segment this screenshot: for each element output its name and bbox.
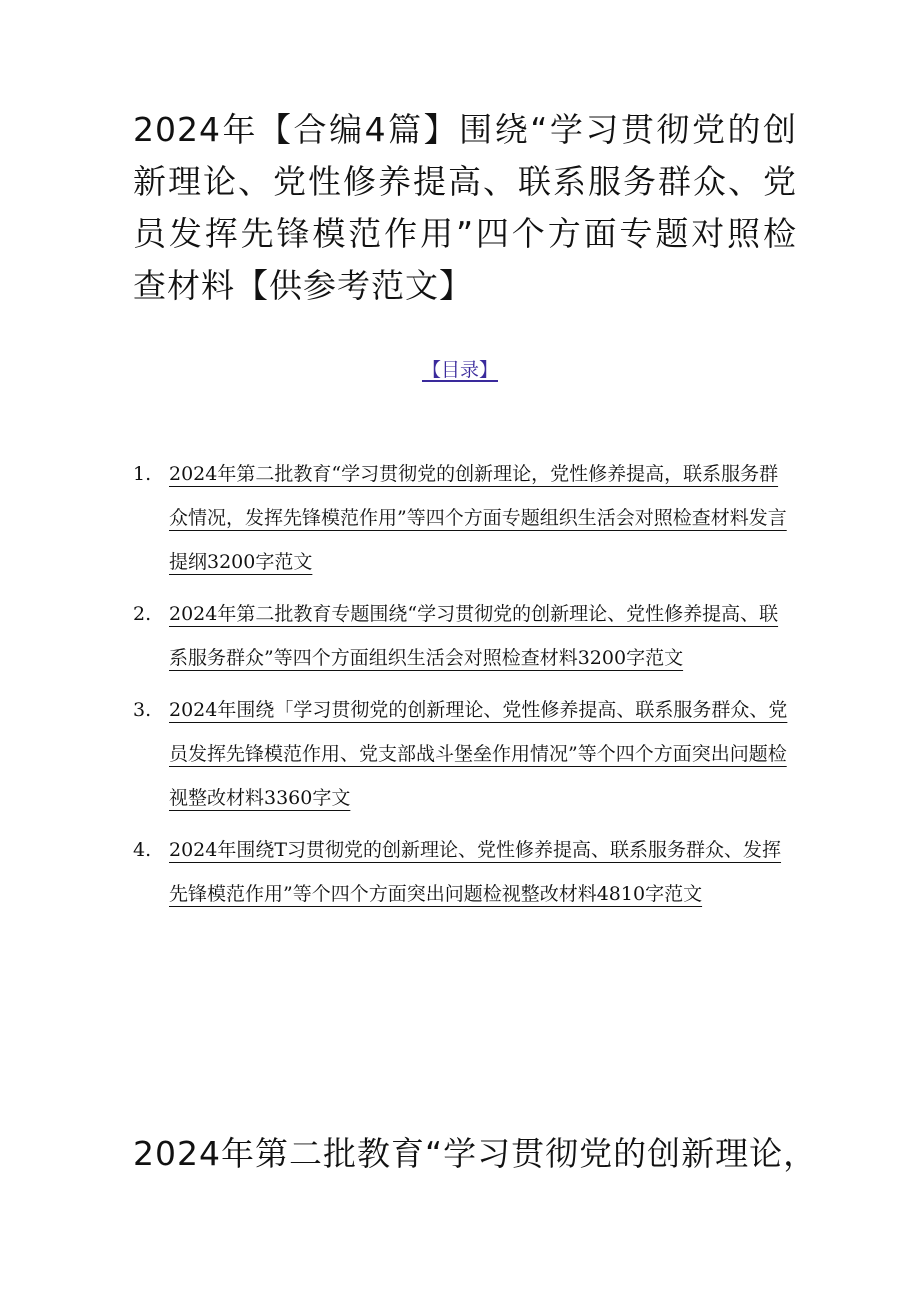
toc-item-4	[133, 828, 797, 916]
toc-heading	[0, 356, 920, 384]
page-title: 2024年【合编4篇】围绕“学习贯彻党的创新理论、党性修养提高、联系服务群众、党员发挥先锋模范作用”四个方面专题对照检查材料【供参考范文】	[133, 110, 797, 305]
toc-item-number: 4.	[133, 839, 152, 861]
section-title: 2024年第二批教育“学习贯彻党的创新理论，	[133, 1134, 818, 1173]
toc-item-number: 1.	[133, 463, 152, 485]
toc-heading-link[interactable]: 【目录】	[421, 359, 498, 381]
table-of-contents	[133, 452, 797, 924]
toc-item-number: 3.	[133, 699, 152, 721]
toc-item-link[interactable]: 2024年围绕T习贯彻党的创新理论、党性修养提高、联系服务群众、发挥先锋模范作用”等个四个方面突出问题检视整改材料4810字范文	[169, 839, 782, 905]
toc-item-3	[133, 688, 797, 820]
toc-item-1	[133, 452, 797, 584]
toc-item-2	[133, 592, 797, 680]
toc-item-link[interactable]: 2024年围绕「学习贯彻党的创新理论、党性修养提高、联系服务群众、党员发挥先锋模范作用、党支部战斗堡垒作用情况”等个四个方面突出问题检视整改材料3360字文	[169, 699, 788, 809]
toc-item-link[interactable]: 2024年第二批教育“学习贯彻党的创新理论，党性修养提高，联系服务群众情况，发挥先锋模范作用”等四个方面专题组织生活会对照检查材料发言提纲3200字范文	[169, 463, 787, 573]
toc-item-number: 2.	[133, 603, 152, 625]
toc-item-link[interactable]: 2024年第二批教育专题围绕“学习贯彻党的创新理论、党性修养提高、联系服务群众”等四个方面组织生活会对照检查材料3200字范文	[169, 603, 779, 669]
